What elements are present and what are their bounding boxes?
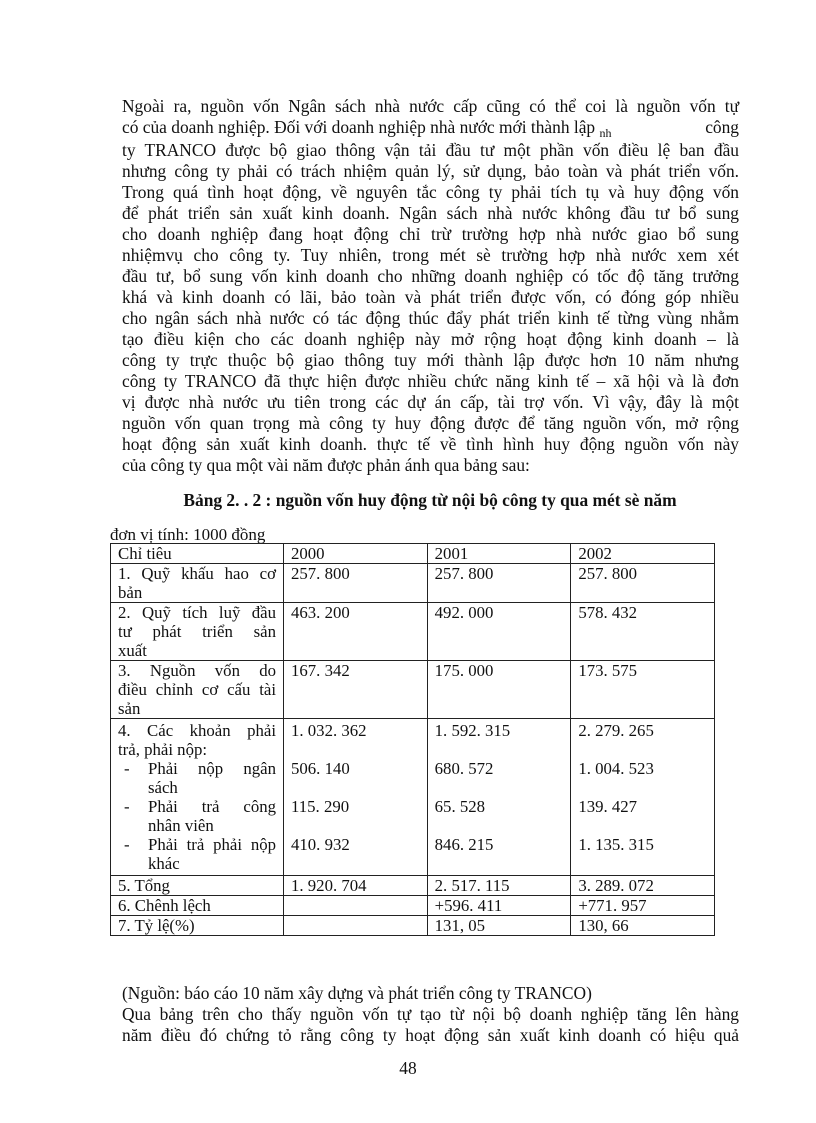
value-cell: 173. 575 xyxy=(571,661,715,719)
paragraph-line: đầu tư, bổ sung vốn kinh doanh cho những doanh nghiệp có tốc độ tăng trưởng xyxy=(122,266,739,286)
value-cell: 1. 920. 704 xyxy=(284,876,428,896)
value-cell xyxy=(284,896,428,916)
table-row xyxy=(111,564,715,603)
paragraph-line: cho doanh nghiệp đang hoạt động chỉ trừ trường hợp nhà nước giao bổ sung xyxy=(122,224,739,244)
row-label-line: 1. Quỹ khấu hao cơ xyxy=(118,564,276,583)
paragraph-line: để phát triển sản xuất kinh doanh. Ngân sách nhà nước không đầu tư bổ sung xyxy=(122,203,739,223)
subitem-label-line: sách xyxy=(148,778,178,797)
header-cell: 2002 xyxy=(571,544,715,564)
row-label-cell: 7. Tỷ lệ(%) xyxy=(111,916,284,936)
value-cell: 2. 279. 265 1. 004. 523 139. 427 1. 135. 315 xyxy=(571,719,715,876)
table-row xyxy=(111,661,715,719)
row-label-line: 2. Quỹ tích luỹ đầu xyxy=(118,603,276,622)
row-label-cell xyxy=(111,564,284,603)
page-number: 48 xyxy=(399,1058,417,1078)
table-row xyxy=(111,603,715,661)
header-cell: 2001 xyxy=(427,544,571,564)
paragraph-line: vị được nhà nước ưu tiên trong các dự án cấp, tài trợ vốn. Vì vậy, đây là một xyxy=(122,392,739,412)
subitem-label-line: - Phải trả phải nộp xyxy=(124,835,276,854)
table-row-total xyxy=(111,876,715,896)
row-label-line: 3. Nguồn vốn do xyxy=(118,661,276,680)
paragraph-line: khá và kinh doanh có lãi, bảo toàn và phát triển được vốn, có đóng góp nhiều xyxy=(122,287,739,307)
row-label-cell: 6. Chênh lệch xyxy=(111,896,284,916)
subitem-label-line: - Phải trả công xyxy=(124,797,276,816)
source-note: (Nguồn: báo cáo 10 năm xây dựng và phát triển công ty TRANCO) xyxy=(122,983,592,1003)
row-label-line: tư phát triển sản xyxy=(118,622,276,641)
paragraph-line: ty TRANCO được bộ giao thông vận tải đầu tư một phần vốn điều lệ ban đầu xyxy=(122,140,739,160)
row-label-line: trả, phải nộp: xyxy=(118,740,208,759)
row-label-cell xyxy=(111,719,284,876)
paragraph-line: nhưng công ty phải có trách nhiệm quản lý, sử dụng, bảo toàn và phát triển vốn. xyxy=(122,161,739,181)
value-cell xyxy=(284,916,428,936)
row-label-line: 4. Các khoản phải xyxy=(118,721,276,740)
paragraph-line: cho ngân sách nhà nước có tác động thúc đẩy phát triển kinh tế từng vùng nhằm xyxy=(122,308,739,328)
value-cell: 130, 66 xyxy=(571,916,715,936)
subitem-label-line: - Phải nộp ngân xyxy=(124,759,276,778)
table-row-difference xyxy=(111,896,715,916)
paragraph-line-text: có của doanh nghiệp. Đối với doanh nghiệp nhà nước mới thành lập xyxy=(122,117,596,137)
value-cell: 257. 800 xyxy=(284,564,428,603)
value-cell: 3. 289. 072 xyxy=(571,876,715,896)
paragraph-line: của công ty qua một vài năm được phản ánh qua bảng sau: xyxy=(122,455,530,475)
subitem-label-line: khác xyxy=(148,854,180,873)
paragraph-line: hoạt động sản xuất kinh doanh. thực tế về tình hình huy động nguồn vốn này xyxy=(122,434,739,454)
paragraph-line: nguồn vốn quan trọng mà công ty huy động được để tăng nguồn vốn, mở rộng xyxy=(122,413,739,433)
value-cell: 257. 800 xyxy=(571,564,715,603)
header-cell: Chỉ tiêu xyxy=(111,544,284,564)
header-cell: 2000 xyxy=(284,544,428,564)
closing-line: năm điều đó chứng tỏ rằng công ty hoạt động sản xuất kinh doanh có hiệu quả xyxy=(122,1025,739,1045)
row-label-cell xyxy=(111,603,284,661)
paragraph-line: Trong quá tình hoạt động, về nguyên tắc công ty phải tích tụ và huy động vốn xyxy=(122,182,739,202)
table-row-ratio xyxy=(111,916,715,936)
value-cell: +771. 957 xyxy=(571,896,715,916)
value-cell: 578. 432 xyxy=(571,603,715,661)
value-cell: 131, 05 xyxy=(427,916,571,936)
table-caption: Bảng 2. . 2 : nguồn vốn huy động từ nội bộ công ty qua mét sè năm xyxy=(183,490,677,510)
row-label-cell: 5. Tổng xyxy=(111,876,284,896)
value-cell: 1. 032. 362 506. 140 115. 290 410. 932 xyxy=(284,719,428,876)
value-cell: 167. 342 xyxy=(284,661,428,719)
row-label-line: sản xyxy=(118,699,141,718)
paragraph-line xyxy=(122,117,739,140)
value-cell: 2. 517. 115 xyxy=(427,876,571,896)
unit-label: đơn vị tính: 1000 đồng xyxy=(110,525,266,544)
row-label-cell xyxy=(111,661,284,719)
value-cell: 175. 000 xyxy=(427,661,571,719)
paragraph-line: nhiệmvụ cho công ty. Tuy nhiên, trong mét sè trường hợp nhà nước xem xét xyxy=(122,245,739,265)
value-cell: 257. 800 xyxy=(427,564,571,603)
paragraph-line: Ngoài ra, nguồn vốn Ngân sách nhà nước cấp cũng có thể coi là nguồn vốn tự xyxy=(122,96,739,116)
row-label-line: xuất xyxy=(118,641,147,660)
inline-subscript: nh xyxy=(599,126,612,140)
inline-tail: công xyxy=(705,117,739,137)
paragraph-line: công ty TRANCO đã thực hiện được nhiều chức năng kinh tế – xã hội và là đơn xyxy=(122,371,739,391)
value-cell: +596. 411 xyxy=(427,896,571,916)
paragraph-line: tạo điều kiện cho các doanh nghiệp này mở rộng hoạt động kinh doanh – là xyxy=(122,329,739,349)
capital-table xyxy=(110,543,715,936)
value-cell: 463. 200 xyxy=(284,603,428,661)
subitem-label-line: nhân viên xyxy=(148,816,214,835)
closing-line: Qua bảng trên cho thấy nguồn vốn tự tạo từ nội bộ doanh nghiệp tăng lên hàng xyxy=(122,1004,739,1024)
row-label-line: bản xyxy=(118,583,143,602)
value-cell: 1. 592. 315 680. 572 65. 528 846. 215 xyxy=(427,719,571,876)
value-cell: 492. 000 xyxy=(427,603,571,661)
row-label-line: điều chỉnh cơ cấu tài xyxy=(118,680,276,699)
paragraph-line: công ty trực thuộc bộ giao thông tuy mới thành lập được hơn 10 năm nhưng xyxy=(122,350,739,370)
table-row-payables xyxy=(111,719,715,876)
table-header-row xyxy=(111,544,715,564)
